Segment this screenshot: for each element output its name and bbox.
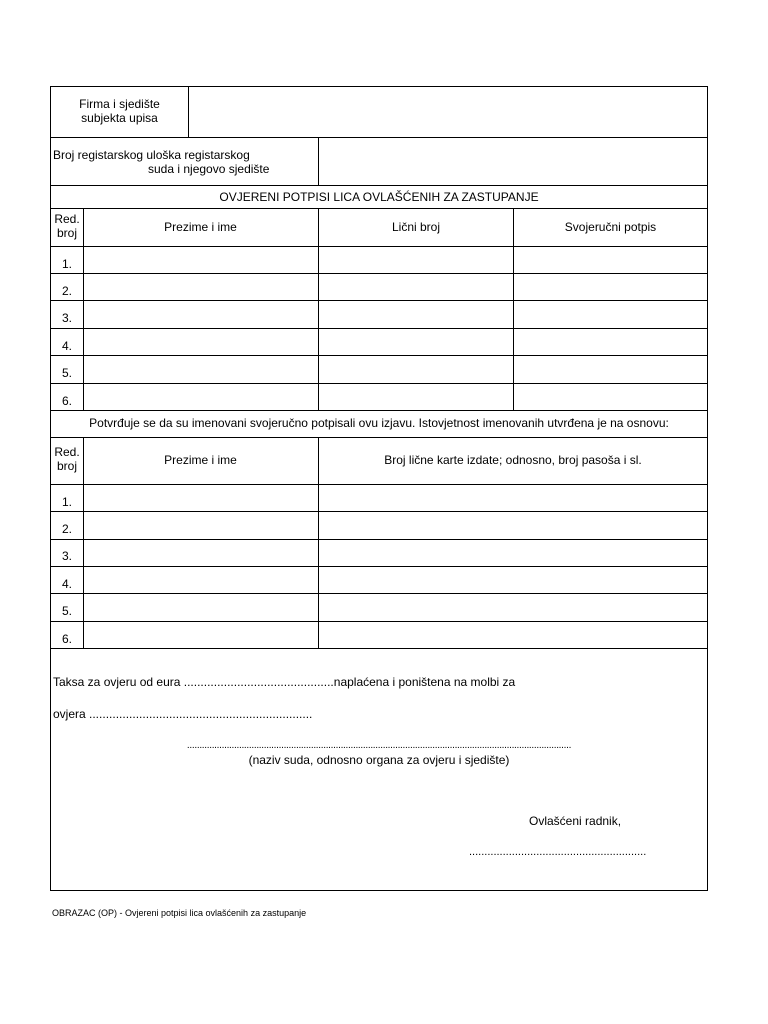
s2-row-number: 1. — [61, 495, 72, 509]
s2-doc-field[interactable] — [319, 485, 707, 511]
s1-row-number: 2. — [61, 284, 72, 298]
s2-name-field[interactable] — [84, 567, 318, 593]
court-caption: (naziv suda, odnosno organa za ovjeru i sjedište) — [248, 753, 510, 767]
s1-name-field[interactable] — [84, 301, 318, 328]
s2-row-number: 3. — [61, 549, 72, 563]
section1-title: OVJERENI POTPISI LICA OVLAŠĆENIH ZA ZASTUPANJE — [219, 190, 539, 204]
s2-row-number: 6. — [61, 632, 72, 646]
divider — [51, 437, 707, 438]
s2-name-field[interactable] — [84, 594, 318, 621]
s1-row-number: 6. — [61, 394, 72, 408]
divider — [51, 648, 707, 649]
purpose-line: ovjera ................................................................... — [53, 707, 313, 721]
s2-col-name: Prezime i ime — [164, 453, 237, 467]
s2-doc-field[interactable] — [319, 594, 707, 621]
s1-id-field[interactable] — [319, 384, 513, 410]
s1-signature-field[interactable] — [514, 301, 707, 328]
s1-name-field[interactable] — [84, 247, 318, 273]
s2-doc-field[interactable] — [319, 622, 707, 648]
s1-name-field[interactable] — [84, 329, 318, 355]
register-label-line2: suda i njegovo sjedište — [148, 162, 270, 176]
s2-name-field[interactable] — [84, 485, 318, 511]
s2-row-number: 2. — [61, 522, 72, 536]
form-caption: OBRAZAC (OP) - Ovjereni potpisi lica ovlašćenih za zastupanje — [52, 908, 307, 918]
s2-name-field[interactable] — [84, 540, 318, 566]
s1-id-field[interactable] — [319, 356, 513, 383]
s1-row-number: 1. — [61, 257, 72, 271]
s2-name-field[interactable] — [84, 512, 318, 539]
section2-statement: Potvrđuje se da su imenovani svojeručno potpisali ovu izjavu. Istovjetnost imenovanih utvrđena je na osnovu: — [89, 416, 669, 430]
firm-value-field[interactable] — [189, 87, 707, 137]
s1-col-id: Lični broj — [391, 220, 441, 234]
s1-id-field[interactable] — [319, 329, 513, 355]
s2-row-number: 5. — [61, 604, 72, 618]
divider — [51, 208, 707, 209]
s1-col-red-line1: Red. — [54, 212, 80, 226]
s2-doc-field[interactable] — [319, 567, 707, 593]
s1-row-number: 4. — [61, 339, 72, 353]
officer-label: Ovlašćeni radnik, — [529, 814, 622, 828]
s1-id-field[interactable] — [319, 247, 513, 273]
s1-col-signature: Svojeručni potpis — [564, 220, 657, 234]
firm-label-line2: subjekta upisa — [81, 111, 158, 125]
s2-row-number: 4. — [61, 577, 72, 591]
firm-label-line1: Firma i sjedište — [79, 97, 160, 111]
s2-doc-field[interactable] — [319, 512, 707, 539]
register-value-field[interactable] — [319, 138, 707, 185]
s2-col-red-line2: broj — [56, 459, 77, 473]
s1-signature-field[interactable] — [514, 247, 707, 273]
s2-doc-field[interactable] — [319, 540, 707, 566]
s1-row-number: 5. — [61, 366, 72, 380]
register-label-line1: Broj registarskog uloška registarskog — [53, 148, 250, 162]
s1-signature-field[interactable] — [514, 384, 707, 410]
s1-id-field[interactable] — [319, 301, 513, 328]
s1-row-number: 3. — [61, 311, 72, 325]
s2-col-red — [51, 445, 83, 473]
firm-label — [51, 97, 188, 125]
s1-signature-field[interactable] — [514, 329, 707, 355]
s1-name-field[interactable] — [84, 356, 318, 383]
s1-name-field[interactable] — [84, 384, 318, 410]
officer-dots: .......................................................... — [469, 846, 647, 858]
divider — [51, 185, 707, 186]
s1-col-red-line2: broj — [56, 226, 77, 240]
s2-col-doc: Broj lične karte izdate; odnosno, broj pasoša i sl. — [384, 453, 642, 467]
s1-col-red — [51, 212, 83, 240]
s1-signature-field[interactable] — [514, 356, 707, 383]
fee-line: Taksa za ovjeru od eura .............................................naplaćena i poništena na molbi za — [53, 675, 516, 689]
court-dots: ........................................................................................................................................................... — [186, 740, 572, 751]
s1-id-field[interactable] — [319, 274, 513, 300]
s2-col-red-line1: Red. — [54, 445, 80, 459]
s1-col-name: Prezime i ime — [164, 220, 237, 234]
divider — [51, 410, 707, 411]
s1-name-field[interactable] — [84, 274, 318, 300]
s2-name-field[interactable] — [84, 622, 318, 648]
s1-signature-field[interactable] — [514, 274, 707, 300]
form-border — [50, 86, 708, 891]
